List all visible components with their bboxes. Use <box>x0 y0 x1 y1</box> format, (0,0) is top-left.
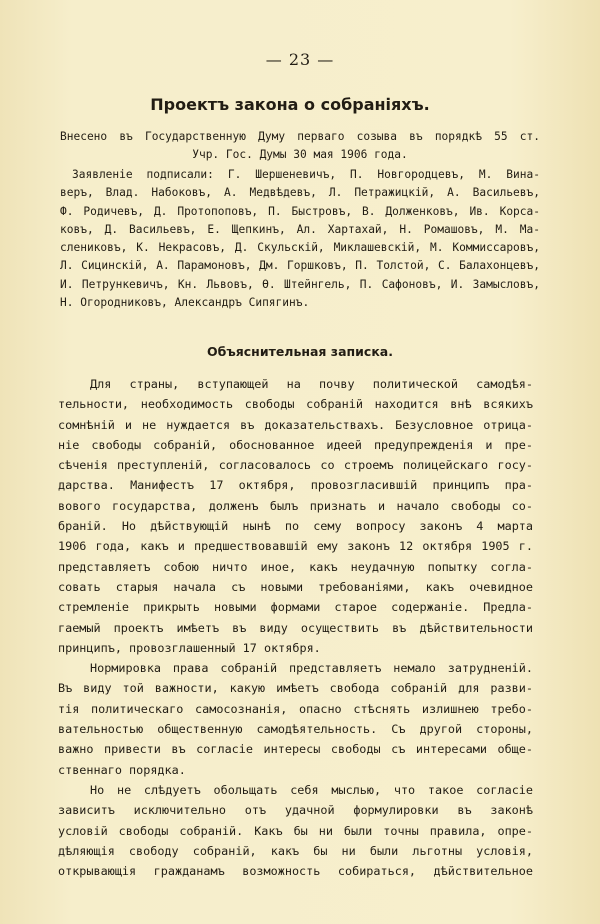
body-line: тельности, необходимость свободы собраній находится внѣ всякихъ <box>58 397 533 412</box>
body-line: Въ виду той важности, какую имѣетъ свобода собраній для разви- <box>58 681 533 696</box>
body-line: Для страны, вступающей на почву политической самодѣя- <box>90 377 533 391</box>
signatories-block <box>60 166 540 312</box>
body-line: тія политическаго самосознанія, опасно стѣснять излишнею требо- <box>58 701 533 716</box>
body-line: ственнаго порядка. <box>58 762 186 777</box>
body-line: гаемый проектъ имѣетъ въ виду осуществить въ дѣйствительности <box>58 620 533 635</box>
section-subtitle: Объяснительная записка. <box>207 344 393 359</box>
body-line: важно привести въ согласіе интересы свободы съ интересами обще- <box>58 742 533 757</box>
body-line: представляетъ собою ничто иное, какъ неудачную попытку согла- <box>58 559 533 574</box>
intro-line: Внесено въ Государственную Думу перваго созыва въ порядкѣ 55 ст. <box>60 130 540 143</box>
body-line: вательностью общественную самодѣятельность. Съ другой стороны, <box>58 722 533 737</box>
body-line: дѣляющія свободу собраній, какъ бы ни были льготны условія, <box>58 843 533 858</box>
body-line: ніе свободы собраній, обоснованное идеей предупрежденія и пре- <box>58 437 533 452</box>
signatories-line: Л. Сицинскій, А. Парамоновъ, Дм. Горшковъ, П. Толстой, С. Балахонцевъ, <box>60 259 540 273</box>
signatories-line: Заявленіе подписали: Г. Шершеневичъ, П. Новгородцевъ, М. Вина- <box>72 168 540 181</box>
signatories-line: Ф. Родичевъ, Д. Протопоповъ, П. Быстровъ, В. Долженковъ, Ив. Корса- <box>60 204 540 218</box>
intro-note <box>60 128 540 163</box>
signatories-line: веръ, Влад. Набоковъ, А. Медвѣдевъ, Л. Петражицкій, А. Васильевъ, <box>60 186 540 200</box>
body-line: сѣченія преступленій, согласовалось со строемъ полицейскаго госу- <box>58 458 533 473</box>
body-line: стремленіе прикрыть новыми формами старое содержаніе. Предла- <box>58 600 533 615</box>
signatories-line: ковъ, Д. Васильевъ, Е. Щепкинъ, Ал. Хартахай, Н. Ромашовъ, М. Ма- <box>60 222 540 236</box>
body-line: совать старыя начала съ новыми требованіями, какъ очевидное <box>58 579 533 594</box>
intro-line: Учр. Гос. Думы 30 мая 1906 года. <box>192 147 408 161</box>
body-line: сомнѣній и не нуждается въ доказательствахъ. Безусловное отрица- <box>58 417 533 432</box>
body-line: вового государства, долженъ былъ признать и начало свободы со- <box>58 498 533 513</box>
body-line: 1906 года, какъ и предшествовавшій ему законъ 12 октября 1905 г. <box>58 539 533 554</box>
signatories-line: слениковъ, К. Некрасовъ, Д. Скульскій, Миклашевскій, М. Коммиссаровъ, <box>60 241 540 255</box>
body-line: Но не слѣдуетъ обольщать себя мыслью, что такое согласіе <box>90 782 533 797</box>
body-line: открывающія гражданамъ возможность собираться, дѣйствительное <box>58 864 533 879</box>
signatories-line: Н. Огородниковъ, Александръ Сипягинъ. <box>60 296 310 310</box>
page-number: — 23 — <box>265 50 335 69</box>
body-line: браній. Но дѣйствующій нынѣ по сему вопросу законъ 4 марта <box>58 519 533 534</box>
body-line: Нормировка права собраній представляетъ немало затрудненій. <box>90 661 533 676</box>
body-line: зависитъ исключительно отъ удачной формулировки въ законѣ <box>58 803 533 818</box>
body-line: дарства. Манифестъ 17 октября, провозгласившій принципъ пра- <box>58 478 533 493</box>
signatories-line: И. Петрункевичъ, Кн. Львовъ, Ѳ. Штейнгель, П. Сафоновъ, И. Замысловъ, <box>60 277 540 291</box>
page-title: Проектъ закона о собраніяхъ. <box>150 95 430 114</box>
body-line: условій свободы собраній. Какъ бы ни были точны правила, опре- <box>58 823 533 838</box>
body-text <box>58 374 533 881</box>
body-line: принципъ, провозглашенный 17 октября. <box>58 640 321 655</box>
